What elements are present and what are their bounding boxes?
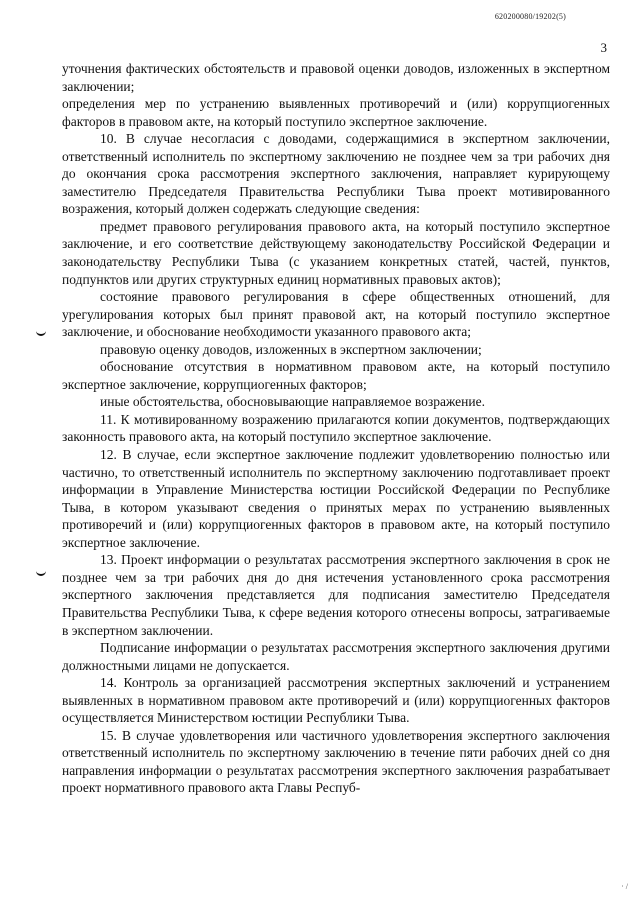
paragraph: обоснование отсутствия в нормативном правовом акте, на который поступило экспертное заключение, коррупциогенных факторов; xyxy=(62,359,610,392)
paragraph: 15. В случае удовлетворения или частичного удовлетворения экспертного заключения ответственный исполнитель по экспертному заключению в течение пяти рабочих дней со дня направления информации о результатах рассмотрения экспертного заключения разрабатывает проект нормативного правового акта Главы Респуб- xyxy=(62,727,610,796)
paragraph: 14. Контроль за организацией рассмотрения экспертных заключений и устранением выявленных в нормативном правовом акте противоречий и (или) коррупциогенных факторов осуществляется Министерством юстиции Республики Тыва. xyxy=(62,675,610,726)
document-body xyxy=(62,60,610,797)
paragraph: состояние правового регулирования в сфере общественных отношений, для урегулирования которых был принят правовой акт, на который поступило экспертное заключение, и обоснование необходимости указанного правового акта; xyxy=(62,289,610,340)
paragraph: иные обстоятельства, обосновывающие направляемое возражение. xyxy=(100,394,485,410)
paragraph: 13. Проект информации о результатах рассмотрения экспертного заключения в срок не позднее чем за три рабочих дня до дня истечения установленного срока рассмотрения экспертного заключения представляется для подписания заместителю Председателя Правительства Республики Тыва, к сфере ведения которого отнесены вопросы, затрагиваемые в экспертном заключении. xyxy=(62,552,610,638)
paragraph: предмет правового регулирования правового акта, на который поступило экспертное заключение, и его соответствие действующему законодательству Российской Федерации и законодательству Республики Тыва (с указанием конкретных статей, частей, пунктов, подпунктов или других структурных единиц нормативных правовых актов); xyxy=(62,218,610,287)
paragraph: Подписание информации о результатах рассмотрения экспертного заключения другими должностными лицами не допускается. xyxy=(62,640,610,673)
binding-hole-mark xyxy=(36,328,46,336)
scan-mark: · / xyxy=(621,882,628,891)
binding-hole-mark xyxy=(36,568,46,576)
paragraph: правовую оценку доводов, изложенных в экспертном заключении; xyxy=(100,341,482,357)
paragraph: 10. В случае несогласия с доводами, содержащимися в экспертном заключении, ответственный исполнитель по экспертному заключению не позднее чем за три рабочих дня до окончания срока рассмотрения экспертного заключения, направляет курирующему заместителю Председателя Правительства Республики Тыва проект мотивированного возражения, который должен содержать следующие сведения: xyxy=(62,131,610,217)
paragraph: 12. В случае, если экспертное заключение подлежит удовлетворению полностью или частично, то ответственный исполнитель по экспертному заключению подготавливает проект информации в Управление Министерства юстиции Российской Федерации по Республике Тыва, в котором указывают сведения о принятых мерах по устранению выявленных противоречий и (или) коррупциогенных факторов в правовом акте, на который поступило экспертное заключение. xyxy=(62,447,610,550)
document-id: 620200080/19202(5) xyxy=(494,12,566,21)
paragraph: уточнения фактических обстоятельств и правовой оценки доводов, изложенных в экспертном заключении; xyxy=(62,61,610,94)
page-number: 3 xyxy=(600,40,607,55)
paragraph: определения мер по устранению выявленных противоречий и (или) коррупциогенных факторов в правовом акте, на который поступило экспертное заключение. xyxy=(62,96,610,129)
paragraph: 11. К мотивированному возражению прилагаются копии документов, подтверждающих законность правового акта, на который поступило экспертное заключение. xyxy=(62,411,610,445)
